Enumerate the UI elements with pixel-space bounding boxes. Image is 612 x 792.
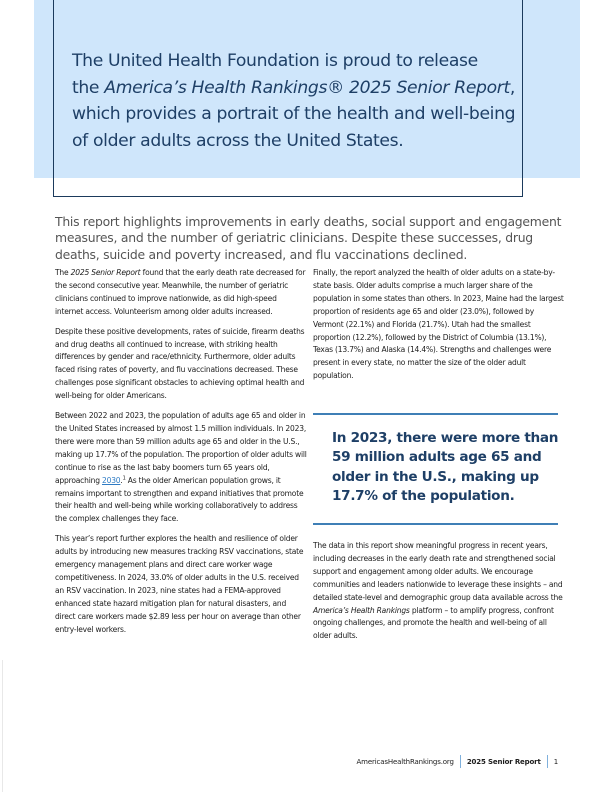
paragraph-findings: The 2025 Senior Report found that the early death rate decreased for the second consecutive year. Meanwhile, the number of geriatric clinicians continued to improve nationwide, as did high-speed internet access. Volunteerism among older adults increased. [55, 268, 306, 316]
right-column-bottom [313, 540, 565, 650]
report-title: America’s Health Rankings® 2025 Senior Report [104, 77, 510, 98]
hero-line-3: which provides a portrait of the health and well-being [72, 104, 516, 124]
page-footer [357, 755, 558, 768]
paragraph-new-measures: This year’s report further explores the health and resilience of older adults by introducing new measures tracking RSV vaccinations, state emergency management plans and direct care worker wage competitiveness. In 2024, 33.0% of older adults in the U.S. received an RSV vaccination. In 2023, nine states had a FEMA-approved enhanced state hazard mitigation plan for natural disasters, and direct care workers made $2.89 less per hour on average than other entry-level workers. [55, 534, 304, 634]
footer-divider [547, 755, 548, 768]
pullquote: In 2023, there were more than 59 million adults age 65 and older in the U.S., making up 17.7% of the population. [332, 430, 559, 505]
intro-summary: This report highlights improvements in early deaths, social support and engagement measures, and the number of geriatric clinicians. Despite these successes, drug deaths, suicide and poverty increased, and flu vaccinations declined. [55, 214, 562, 262]
footer-report-name: 2025 Senior Report [466, 757, 541, 766]
link-2030[interactable]: 2030 [102, 475, 121, 485]
left-column [55, 267, 307, 643]
footnote-marker: 1 [122, 475, 126, 482]
pullquote-rule-top [313, 413, 558, 415]
hero-line-2: the America’s Health Rankings® 2025 Senior Report, [72, 77, 515, 98]
right-column-top [313, 267, 565, 390]
page-edge-line [2, 660, 3, 792]
hero-line-4: of older adults across the United States. [72, 130, 404, 151]
paragraph-state-analysis: Finally, the report analyzed the health of older adults on a state-by-state basis. Older adults comprise a much larger share of the population in some states than others. In 2023, Maine had the largest proportion of residents age 65 and older (23.0%), followed by Vermont (22.1%) and Florida (21.7%). Utah had the smallest proportion (12.2%), followed by the District of Columbia (13.1%), Texas (13.7%) and Alaska (14.4%). Strengths and challenges were present in every state, no matter the size of the older adult population. [313, 268, 564, 381]
hero-line-1: The United Health Foundation is proud to release [72, 51, 478, 71]
paragraph-population: Between 2022 and 2023, the population of adults age 65 and older in the United States increased by almost 1.5 million individuals. In 2023, there were more than 59 million adults age 65 and older in the U.S., making up 17.7% of the population. The proportion of older adults will continue to rise as the last baby boomers turn 65 years old, approaching 2030.$^1$ As the older American population grows, it remains important to strengthen and expand initiatives that promote their health and well-being while working collaboratively to address the complex challenges they face. [55, 411, 307, 524]
hero-statement [72, 48, 552, 154]
page-number: 1 [553, 757, 558, 766]
footer-website[interactable]: AmericasHealthRankings.org [356, 757, 454, 766]
paragraph-challenges: Despite these positive developments, rates of suicide, firearm deaths and drug deaths all continued to increase, with striking health differences by gender and race/ethnicity. Furthermore, older adults faced rising rates of poverty, and flu vaccinations decreased. These challenges pose significant obstacles to achieving optimal health and well-being for older Americans. [55, 326, 305, 401]
paragraph-conclusion: The data in this report show meaningful progress in recent years, including decreases in the early death rate and strengthened social support and engagement among older adults. We encourage communities and leaders nationwide to leverage these insights – and detailed state-level and demographic group data available across the America’s Health Rankings platform – to amplify progress, confront ongoing challenges, and promote the health and well-being of all older adults. [313, 541, 563, 641]
pullquote-rule-bottom [313, 523, 558, 525]
footer-divider [460, 755, 461, 768]
